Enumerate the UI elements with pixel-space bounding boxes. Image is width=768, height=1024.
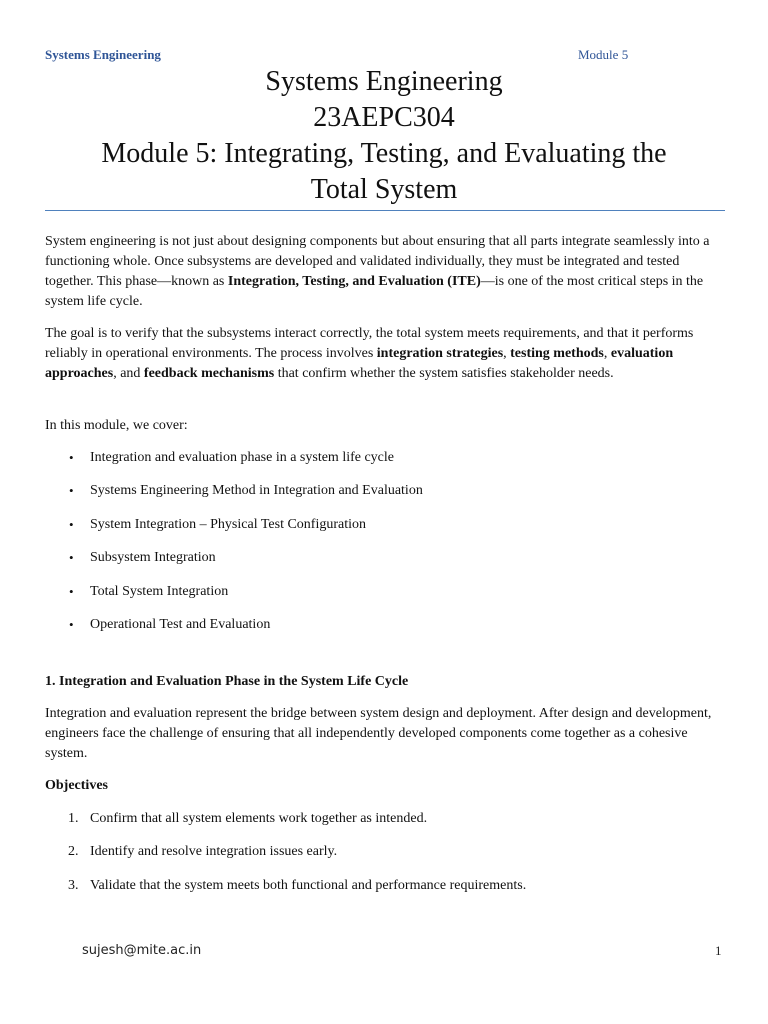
- bullet-icon: •: [69, 616, 74, 632]
- list-number: 3.: [68, 877, 79, 893]
- title-line-4: Total System: [310, 174, 458, 205]
- list-item: [45, 876, 728, 896]
- list-item: [45, 481, 728, 501]
- list-item-text: Total System Integration: [90, 583, 229, 599]
- section-heading: 1. Integration and Evaluation Phase in the System Life Cycle: [45, 673, 409, 689]
- list-number: 2.: [68, 844, 79, 860]
- document-title: [40, 64, 728, 208]
- bold-term: feedback mechanisms: [143, 366, 275, 381]
- bullet-icon: •: [69, 516, 74, 532]
- footer-email: sujesh@mite.ac.in: [82, 943, 202, 958]
- text-run: ,: [603, 346, 611, 361]
- bullet-icon: •: [69, 450, 74, 465]
- list-item: [45, 809, 728, 829]
- bullet-icon: •: [69, 483, 74, 499]
- objectives-list: [45, 809, 728, 896]
- intro-paragraph-1: [45, 232, 728, 312]
- title-divider: [45, 210, 725, 211]
- text-run: System engineering is not just about designing components but about ensuring that all parts integrate seamlessly into a functioning whole. Once subsystems are developed and validated individually, they must be integrated and tested together. This phase—known as: [45, 234, 710, 289]
- list-item: [45, 615, 728, 635]
- text-run: The goal is to verify that the subsystems interact correctly, the total system meets requirements, and that it performs reliably in operational environments. The process involves: [45, 326, 694, 361]
- intro-paragraph-3: In this module, we cover:: [45, 418, 188, 433]
- list-item-text: Systems Engineering Method in Integration and Evaluation: [90, 483, 423, 499]
- list-item-text: Operational Test and Evaluation: [90, 616, 271, 632]
- list-item-text: Validate that the system meets both functional and performance requirements.: [90, 877, 527, 893]
- bold-term: testing methods: [510, 346, 604, 361]
- list-item-text: Subsystem Integration: [90, 550, 216, 566]
- bullet-icon: •: [69, 583, 74, 599]
- running-header-left: Systems Engineering: [45, 47, 161, 62]
- intro-paragraph-2: [45, 324, 728, 404]
- bullet-icon: •: [69, 550, 74, 566]
- title-line-2: 23AEPC304: [313, 102, 455, 133]
- text-run: , and: [113, 366, 144, 381]
- document-body: [45, 232, 728, 909]
- list-item-text: Integration and evaluation phase in a system life cycle: [90, 450, 395, 465]
- text-run: —is one of the most critical steps in the system life cycle.: [45, 274, 704, 309]
- objectives-heading: Objectives: [45, 777, 108, 793]
- bold-term: Integration, Testing, and Evaluation (ITE): [227, 274, 481, 289]
- bold-term: evaluation approaches: [45, 346, 674, 381]
- list-item: [45, 548, 728, 568]
- text-run: ,: [503, 346, 511, 361]
- title-line-3: Module 5: Integrating, Testing, and Evaluating the: [101, 138, 667, 169]
- list-item-text: Identify and resolve integration issues early.: [90, 844, 338, 860]
- list-item: [45, 448, 728, 468]
- section-paragraph: Integration and evaluation represent the bridge between system design and deployment. After design and development, engineers face the challenge of ensuring that all independently developed components come together as a cohesive system.: [45, 705, 712, 761]
- running-header-right: Module 5: [578, 47, 629, 62]
- list-number: 1.: [68, 810, 79, 826]
- title-line-1: Systems Engineering: [265, 66, 503, 97]
- list-item: [45, 842, 728, 862]
- list-item-text: System Integration – Physical Test Configuration: [90, 516, 367, 532]
- list-item: [45, 582, 728, 602]
- list-item-text: Confirm that all system elements work together as intended.: [90, 810, 428, 826]
- bold-term: integration strategies: [376, 346, 504, 361]
- topic-list: [45, 448, 728, 635]
- list-item: [45, 515, 728, 535]
- text-run: that confirm whether the system satisfies stakeholder needs.: [274, 366, 614, 381]
- page-number: 1: [715, 943, 722, 958]
